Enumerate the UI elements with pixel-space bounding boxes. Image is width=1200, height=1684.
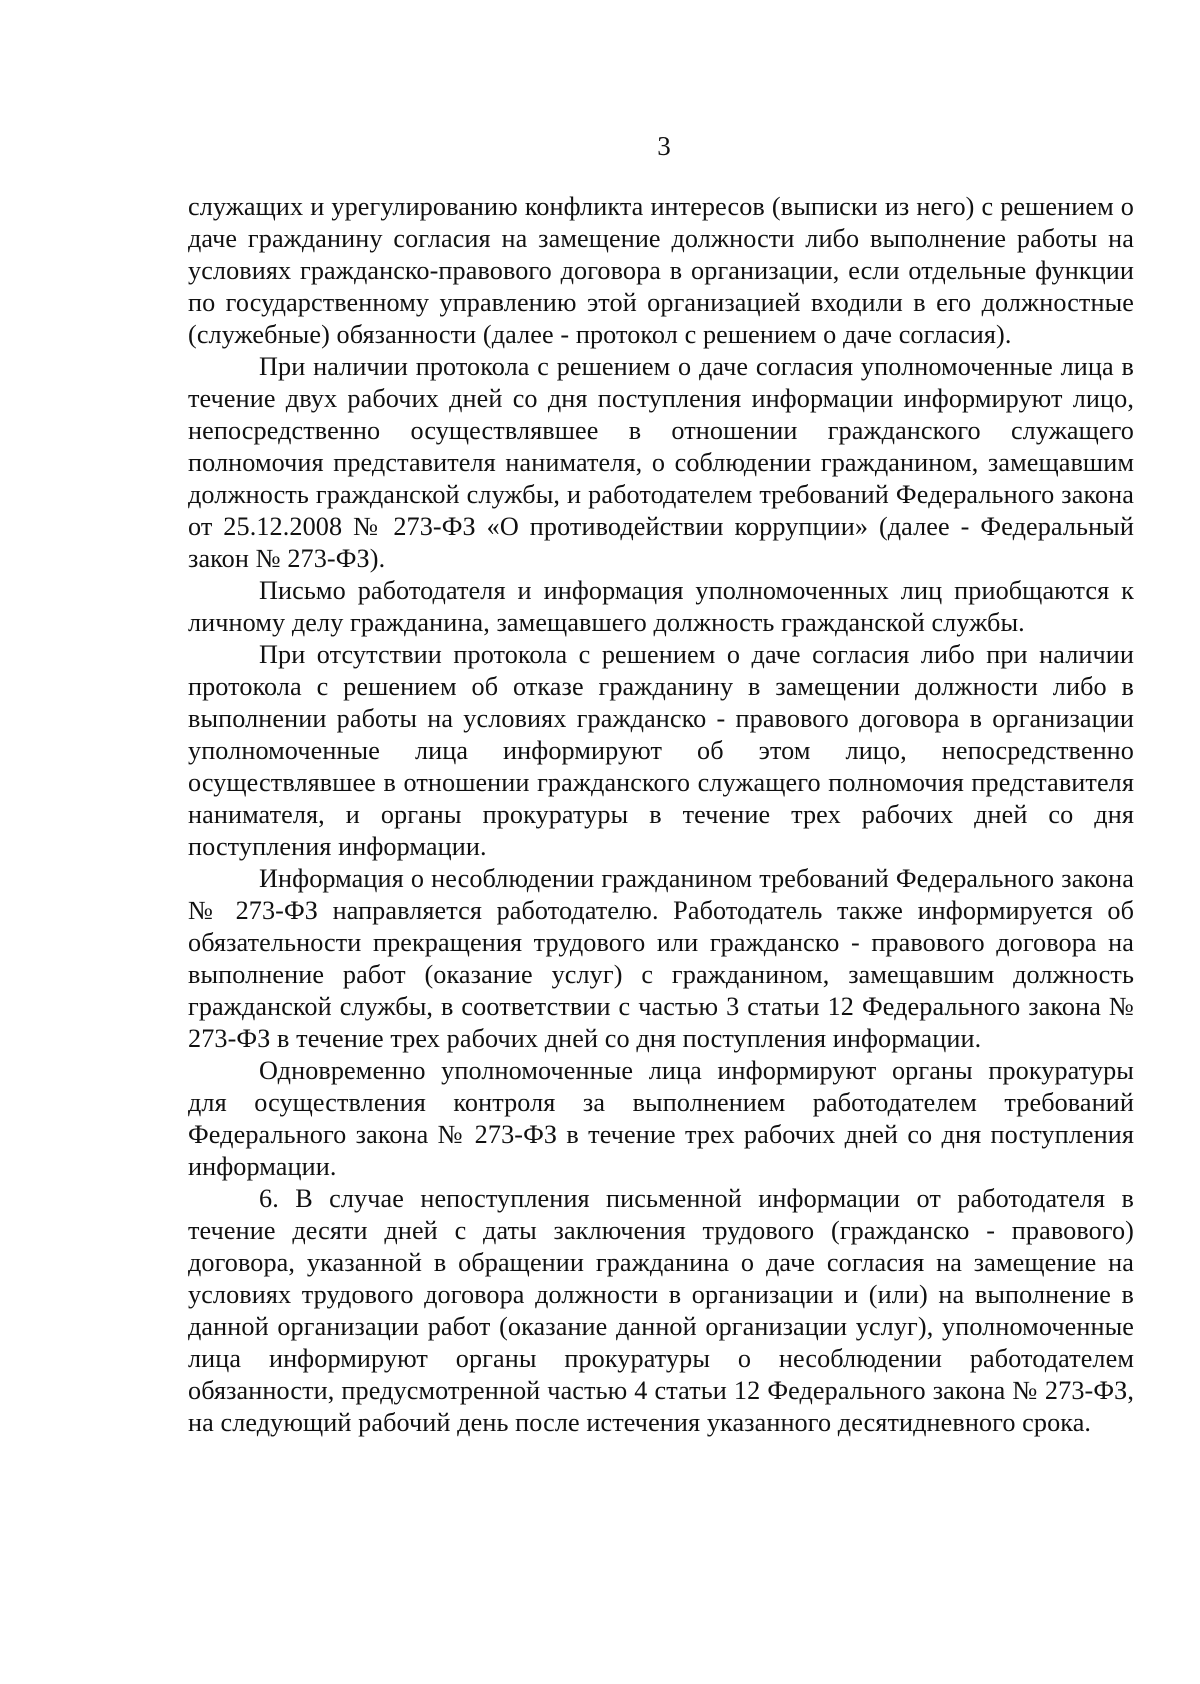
paragraph-2: При наличии протокола с решением о даче согласия уполномоченные лица в течение двух рабочих дней со дня поступления информации информируют лицо, непосредственно осуществлявшее в отношении гражданского служащего полномочия представителя нанимателя, о соблюдении гражданином, замещавшим должность гражданской службы, и работодателем требований Федерального закона от 25.12.2008 № 273-ФЗ «О противодействии коррупции» (далее - Федеральный закон № 273-ФЗ). xyxy=(188,352,1134,573)
page-number: 3 xyxy=(657,131,671,161)
paragraph-5: Информация о несоблюдении гражданином требований Федерального закона № 273-ФЗ направляется работодателю. Работодатель также информируется об обязательности прекращения трудового или гражданско - правового договора на выполнение работ (оказание услуг) с гражданином, замещавшим должность гражданской службы, в соответствии с частью 3 статьи 12 Федерального закона № 273-ФЗ в течение трех рабочих дней со дня поступления информации. xyxy=(188,864,1134,1053)
paragraph-6: Одновременно уполномоченные лица информируют органы прокуратуры для осуществления контроля за выполнением работодателем требований Федерального закона № 273-ФЗ в течение трех рабочих дней со дня поступления информации. xyxy=(188,1056,1134,1181)
paragraph-4: При отсутствии протокола с решением о даче согласия либо при наличии протокола с решением об отказе гражданину в замещении должности либо в выполнении работы на условиях гражданско - правового договора в организации уполномоченные лица информируют об этом лицо, непосредственно осуществлявшее в отношении гражданского служащего полномочия представителя нанимателя, и органы прокуратуры в течение трех рабочих дней со дня поступления информации. xyxy=(188,640,1134,861)
paragraph-1: служащих и урегулированию конфликта интересов (выписки из него) с решением о даче гражданину согласия на замещение должности либо выполнение работы на условиях гражданско-правового договора в организации, если отдельные функции по государственному управлению этой организацией входили в его должностные (служебные) обязанности (далее - протокол с решением о даче согласия). xyxy=(188,192,1134,349)
paragraph-3: Письмо работодателя и информация уполномоченных лиц приобщаются к личному делу гражданина, замещавшего должность гражданской службы. xyxy=(188,576,1134,637)
paragraph-7: 6. В случае непоступления письменной информации от работодателя в течение десяти дней с даты заключения трудового (гражданско - правового) договора, указанной в обращении гражданина о даче согласия на замещение на условиях трудового договора должности в организации и (или) на выполнение в данной организации работ (оказание данной организации услуг), уполномоченные лица информируют органы прокуратуры о несоблюдении работодателем обязанности, предусмотренной частью 4 статьи 12 Федерального закона № 273-ФЗ, на следующий рабочий день после истечения указанного десятидневного срока. xyxy=(188,1184,1134,1437)
document-body xyxy=(188,191,1134,1439)
